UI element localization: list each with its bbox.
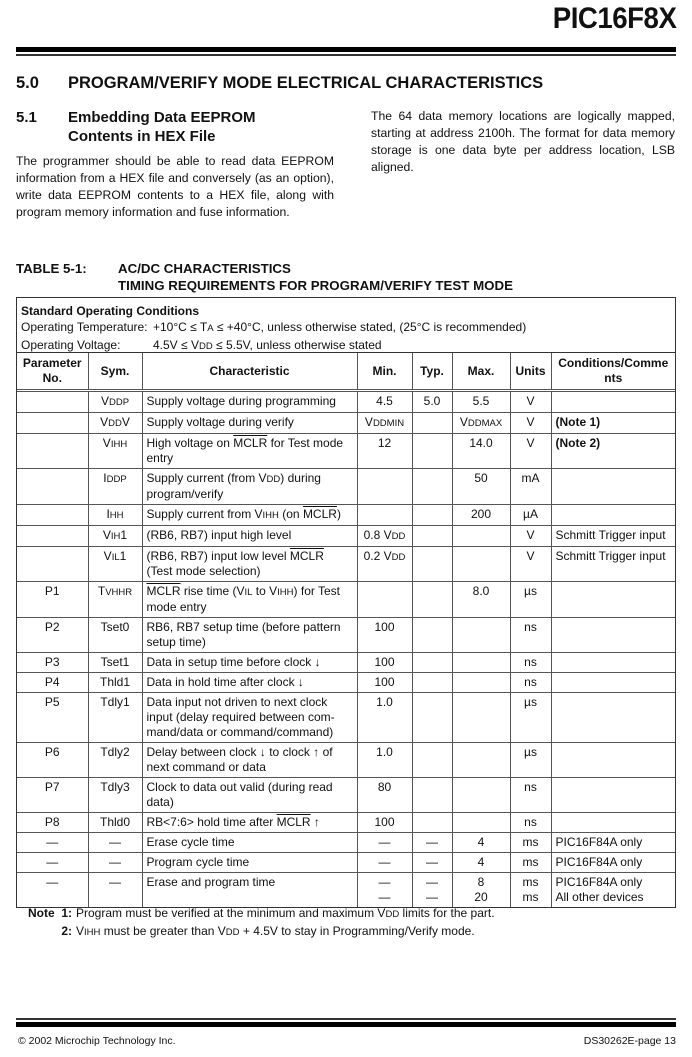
cell-conditions: PIC16F84A only All other devices [551,873,675,908]
cell-characteristic: Program cycle time [142,853,357,873]
cell-units: V [510,526,551,547]
cell-min: 100 [357,618,412,653]
cell-characteristic: Erase cycle time [142,833,357,853]
cell-param: — [17,833,88,853]
cell-conditions: PIC16F84A only [551,833,675,853]
cell-units: ns [510,653,551,673]
subsection-number: 5.1 [16,109,37,126]
cell-min: 0.2 VDD [357,547,412,582]
cell-param: P2 [17,618,88,653]
cell-min [357,582,412,618]
cell-typ [412,582,452,618]
cell-sym: Thld0 [88,813,142,833]
cell-min: — [357,833,412,853]
cell-units: µA [510,505,551,526]
cell-conditions [551,505,675,526]
table-row [17,434,675,469]
temperature-condition [21,319,671,337]
spec-table [17,353,675,907]
subsection-heading [16,108,288,146]
cell-sym: VDDV [88,413,142,434]
table-header-row [17,353,675,391]
paragraph-right: The 64 data memory locations are logically mapped, starting at address 2100h. The format for data memory storage is one data byte per address location, LSB aligned. [371,109,675,174]
note-label: Note [27,906,55,920]
subsection-title: Embedding Data EEPROM Contents in HEX File [68,109,256,145]
cell-param: P4 [17,673,88,693]
cell-param [17,505,88,526]
cell-characteristic: Supply voltage during programming [142,391,357,413]
cell-units: mA [510,469,551,505]
cell-max [452,547,510,582]
header-rule-thin [16,54,676,56]
section-heading [16,74,543,93]
cell-typ [412,778,452,813]
cell-conditions [551,813,675,833]
cell-units: ms ms [510,873,551,908]
footer-rule-thick [16,1022,676,1027]
cell-typ [412,547,452,582]
cell-typ [412,434,452,469]
conditions-title: Standard Operating Conditions [21,304,200,318]
cell-typ [412,653,452,673]
cell-param [17,469,88,505]
cell-units: ms [510,853,551,873]
cell-typ: — — [412,873,452,908]
table-row [17,813,675,833]
note-2-number: 2: [61,924,72,938]
cell-min: — [357,853,412,873]
table-row [17,618,675,653]
cell-characteristic: Clock to data out valid (during read data) [142,778,357,813]
cell-min: 4.5 [357,391,412,413]
cell-sym: — [88,833,142,853]
cell-min: 12 [357,434,412,469]
header-characteristic: Characteristic [142,353,357,391]
cell-param [17,391,88,413]
table-row [17,873,675,908]
cell-characteristic: Data in setup time before clock ↓ [142,653,357,673]
cell-units: ns [510,813,551,833]
cell-min: 1.0 [357,743,412,778]
cell-characteristic: (RB6, RB7) input low level MCLR (Test mode selection) [142,547,357,582]
cell-units: µs [510,582,551,618]
cell-min [357,469,412,505]
cell-max [452,743,510,778]
cell-units: ns [510,618,551,653]
cell-typ [412,743,452,778]
cell-characteristic: Supply current from VIHH (on MCLR) [142,505,357,526]
note-1 [20,905,495,923]
header-max: Max. [452,353,510,391]
cell-sym: Tdly3 [88,778,142,813]
cell-max [452,673,510,693]
cell-min: 100 [357,653,412,673]
table-row [17,778,675,813]
cell-max: 8.0 [452,582,510,618]
cell-conditions: (Note 2) [551,434,675,469]
cell-units: V [510,547,551,582]
cell-param: P6 [17,743,88,778]
cell-sym: VIHH [88,434,142,469]
cell-max: 200 [452,505,510,526]
cell-characteristic: High voltage on MCLR for Test mode entry [142,434,357,469]
cell-max [452,526,510,547]
table-row [17,547,675,582]
note-1-number: 1: [61,906,72,920]
table-caption [16,260,513,294]
cell-sym: Tdly2 [88,743,142,778]
cell-conditions [551,743,675,778]
cell-max: 4 [452,853,510,873]
cell-characteristic: (RB6, RB7) input high level [142,526,357,547]
cell-min [357,505,412,526]
table-row [17,505,675,526]
cell-typ: — [412,833,452,853]
document-title: PIC16F8X [552,2,676,35]
cell-sym: — [88,853,142,873]
cell-max [452,813,510,833]
cell-conditions [551,582,675,618]
cell-units: µs [510,693,551,743]
header-param: Parameter No. [17,353,88,391]
cell-sym: VIH1 [88,526,142,547]
cell-max [452,653,510,673]
cell-param: — [17,873,88,908]
cell-max [452,693,510,743]
cell-sym: VDDP [88,391,142,413]
cell-min: VDDMIN [357,413,412,434]
cell-sym: Tdly1 [88,693,142,743]
table-row [17,673,675,693]
table-notes [20,905,495,941]
cell-units: V [510,434,551,469]
cell-sym: Thld1 [88,673,142,693]
cell-param [17,434,88,469]
table-title-line1: AC/DC CHARACTERISTICS [118,261,291,276]
note-1-text: Program must be verified at the minimum and maximum VDD limits for the part. [76,906,495,920]
cell-conditions [551,693,675,743]
cell-sym: IHH [88,505,142,526]
cell-typ: — [412,853,452,873]
cell-param: P7 [17,778,88,813]
cell-max: 5.5 [452,391,510,413]
temperature-value: +10°C ≤ TA ≤ +40°C, unless otherwise stated, (25°C is recommended) [153,320,527,334]
cell-conditions: Schmitt Trigger input [551,547,675,582]
cell-min: 100 [357,673,412,693]
voltage-label: Operating Voltage: [21,338,121,352]
cell-conditions [551,618,675,653]
header-typ: Typ. [412,353,452,391]
cell-max: 4 [452,833,510,853]
note-2-text: VIHH must be greater than VDD + 4.5V to stay in Programming/Verify mode. [76,924,475,938]
cell-min: 100 [357,813,412,833]
header-rule-thick [16,47,676,52]
cell-units: µs [510,743,551,778]
cell-min: — — [357,873,412,908]
footer-rule-thin [16,1018,676,1020]
cell-typ [412,526,452,547]
cell-characteristic: Delay between clock ↓ to clock ↑ of next command or data [142,743,357,778]
cell-typ [412,673,452,693]
operating-conditions [17,298,675,353]
cell-param: P8 [17,813,88,833]
cell-typ [412,505,452,526]
cell-sym: IDDP [88,469,142,505]
cell-conditions: Schmitt Trigger input [551,526,675,547]
footer-page-number: DS30262E-page 13 [583,1035,676,1047]
cell-characteristic: RB<7:6> hold time after MCLR ↑ [142,813,357,833]
cell-sym: VIL1 [88,547,142,582]
cell-sym: — [88,873,142,908]
cell-param: — [17,853,88,873]
cell-conditions [551,469,675,505]
cell-param: P3 [17,653,88,673]
table-row [17,582,675,618]
characteristics-table [16,297,676,908]
cell-characteristic: RB6, RB7 setup time (before pattern setup time) [142,618,357,653]
cell-units: V [510,413,551,434]
cell-sym: Tset0 [88,618,142,653]
cell-typ [412,813,452,833]
cell-param: P1 [17,582,88,618]
cell-typ: 5.0 [412,391,452,413]
cell-max: VDDMAX [452,413,510,434]
section-number: 5.0 [16,74,39,92]
cell-characteristic: Erase and program time [142,873,357,908]
cell-characteristic: MCLR rise time (VIL to VIHH) for Test mode entry [142,582,357,618]
cell-units: ns [510,778,551,813]
table-row [17,653,675,673]
table-row [17,526,675,547]
cell-conditions [551,653,675,673]
cell-conditions: (Note 1) [551,413,675,434]
cell-conditions [551,673,675,693]
cell-param: P5 [17,693,88,743]
cell-characteristic: Supply voltage during verify [142,413,357,434]
cell-min: 1.0 [357,693,412,743]
cell-conditions [551,391,675,413]
section-title: PROGRAM/VERIFY MODE ELECTRICAL CHARACTERISTICS [68,74,544,92]
cell-units: V [510,391,551,413]
table-row [17,391,675,413]
cell-max [452,778,510,813]
header-conditions: Conditions/Comme nts [551,353,675,391]
cell-max: 8 20 [452,873,510,908]
table-row [17,833,675,853]
note-2 [20,923,495,941]
cell-typ [412,469,452,505]
table-row [17,743,675,778]
cell-max: 50 [452,469,510,505]
cell-units: ns [510,673,551,693]
cell-sym: Tset1 [88,653,142,673]
header-units: Units [510,353,551,391]
cell-units: ms [510,833,551,853]
voltage-value: 4.5V ≤ VDD ≤ 5.5V, unless otherwise stated [153,338,382,352]
cell-characteristic: Supply current (from VDD) during program/verify [142,469,357,505]
footer-copyright: © 2002 Microchip Technology Inc. [18,1035,176,1047]
table-row [17,693,675,743]
cell-conditions: PIC16F84A only [551,853,675,873]
cell-max: 14.0 [452,434,510,469]
cell-param [17,526,88,547]
table-row [17,853,675,873]
cell-min: 80 [357,778,412,813]
header-min: Min. [357,353,412,391]
cell-sym: TVHHR [88,582,142,618]
table-title-line2: TIMING REQUIREMENTS FOR PROGRAM/VERIFY TEST MODE [118,278,513,293]
cell-typ [412,413,452,434]
table-label: TABLE 5-1: [16,261,87,276]
cell-max [452,618,510,653]
table-row [17,413,675,434]
cell-typ [412,618,452,653]
cell-characteristic: Data in hold time after clock ↓ [142,673,357,693]
cell-param [17,547,88,582]
cell-typ [412,693,452,743]
header-sym: Sym. [88,353,142,391]
cell-param [17,413,88,434]
table-row [17,469,675,505]
temperature-label: Operating Temperature: [21,320,148,334]
cell-conditions [551,778,675,813]
cell-characteristic: Data input not driven to next clock input (delay required between com-mand/data or command/command) [142,693,357,743]
cell-min: 0.8 VDD [357,526,412,547]
paragraph-left: The programmer should be able to read data EEPROM information from a HEX file and conversely (as an option), write data EEPROM contents to a HEX file, along with program memory information and fuse information. [16,154,334,219]
